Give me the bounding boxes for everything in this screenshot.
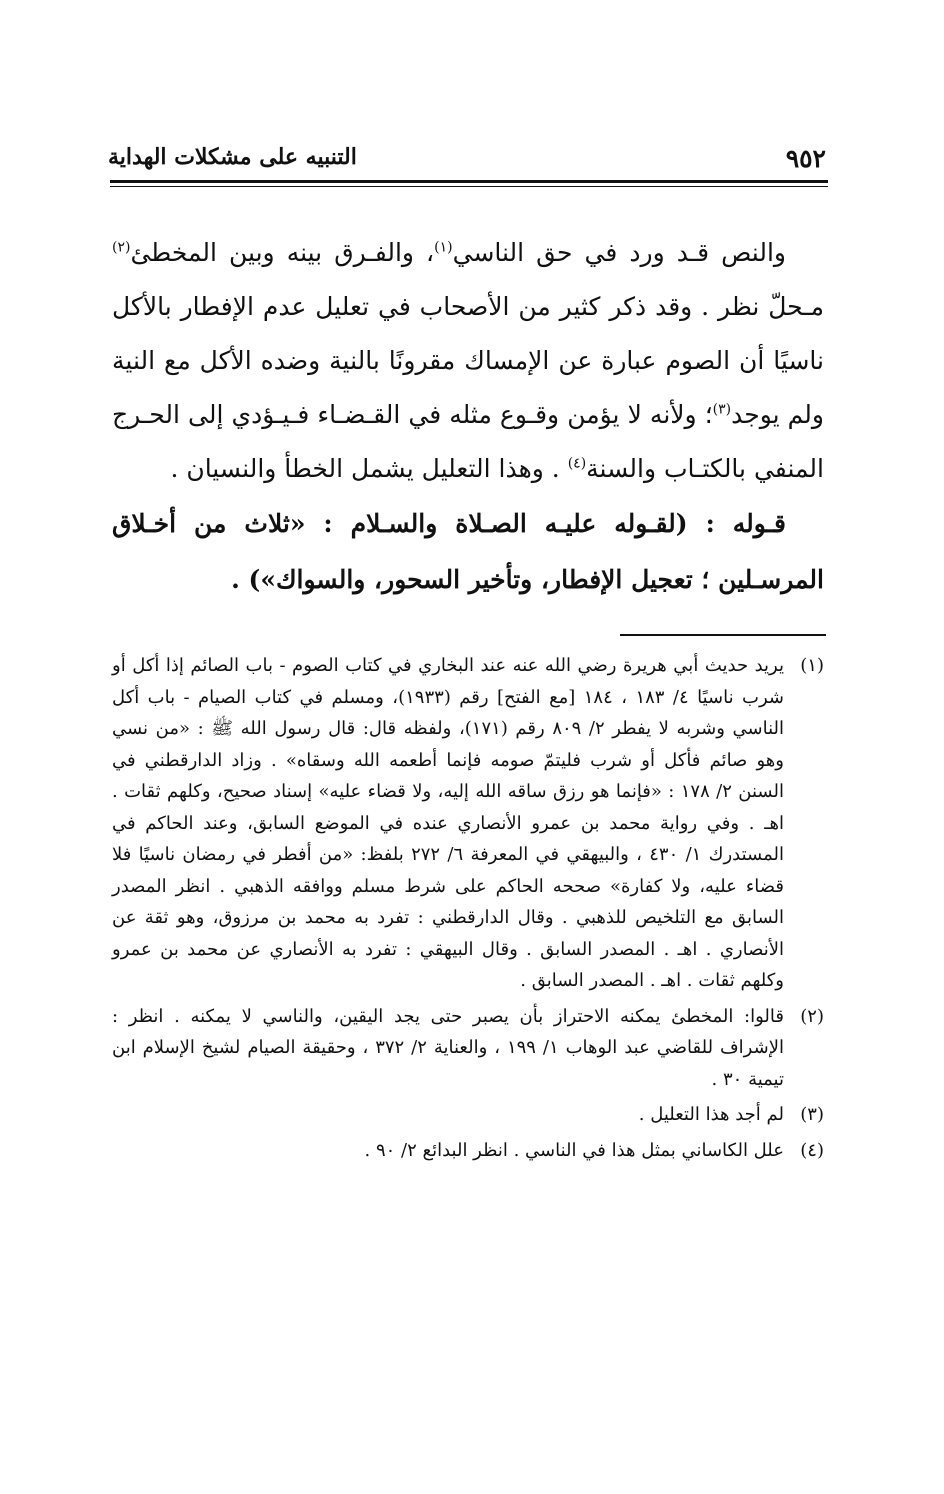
- quote-text: قـوله : (لقـوله عليـه الصـلاة والسـلام : «ثلاث من أخـلاق المرسـلين ؛ تعجيل الإفطار، وتأخير السحور، والسواك») .: [112, 509, 824, 594]
- footnote-ref-4[interactable]: (٤): [567, 455, 587, 472]
- footnote-3: [112, 1099, 824, 1131]
- main-text-part2: ، والفـرق بينه وبين المخطئ: [130, 238, 435, 267]
- main-text-part4: ؛ ولأنه لا يؤمن وقـوع مثله في القـضـاء فـيـؤدي إلى الحـرج المنفي بالكتـاب والسنة: [112, 400, 824, 483]
- footnote-number: (٣): [800, 1104, 824, 1125]
- header-rule-thin: [110, 186, 828, 187]
- footnote-separator: [620, 634, 826, 636]
- footnote-ref-3[interactable]: (٣): [712, 401, 732, 418]
- footnote-text: لم أجد هذا التعليل .: [638, 1104, 784, 1125]
- footnote-1: [112, 650, 824, 997]
- main-paragraph: [112, 226, 824, 496]
- main-text-part3: مـحلّ نظر . وقد ذكر كثير من الأصحاب في تعليل عدم الإفطار بالأكل ناسيًا أن الصوم عبارة عن الإمساك مقرونًا بالنية وضده الأكل مع النية ولم يوجد: [112, 292, 824, 429]
- footnote-number: (٢): [800, 1005, 824, 1027]
- footnote-text: قالوا: المخطئ يمكنه الاحتراز بأن يصبر حتى يجد اليقين، والناسي لا يمكنه . انظر : الإشراف للقاضي عبد الوهاب ١/ ١٩٩ ، والعناية ٢/ ٣٧٢ ، وحقيقة الصيام لشيخ الإسلام ابن تيمية ٣٠ .: [112, 1005, 784, 1090]
- footnote-text: يريد حديث أبي هريرة رضي الله عنه عند البخاري في كتاب الصوم - باب الصائم إذا أكل أو شرب ناسيًا ٤/ ١٨٣ ، ١٨٤ [مع الفتح] رقم (١٩٣٣)، ومسلم في كتاب الصيام - باب أكل الناسي وشربه لا يفطر ٢/ ٨٠٩ رقم (١٧١)، ولفظه قال: قال رسول الله ﷺ : «من نسي وهو صائم فأكل أو شرب فليتمّ صومه فإنما أطعمه الله وسقاه» . وزاد الدارقطني في السنن ٢/ ١٧٨ : «فإنما هو رزق ساقه الله إليه، ولا قضاء عليه» إسناد صحيح، وكلهم ثقات . اهـ . وفي رواية محمد بن عمرو الأنصاري عنده في الموضع السابق، وعند الحاكم في المستدرك ١/ ٤٣٠ ، والبيهقي في المعرفة ٦/ ٢٧٢ بلفظ: «من أفطر في رمضان ناسيًا فلا قضاء عليه، ولا كفارة» صححه الحاكم على شرط مسلم ووافقه الذهبي . انظر المصدر السابق مع التلخيص للذهبي . وقال الدارقطني : تفرد به محمد بن مرزوق، وهو ثقة عن الأنصاري . اهـ . المصدر السابق . وقال البيهقي : تفرد به الأنصاري عن محمد بن عمرو وكلهم ثقات . اهـ . المصدر السابق .: [112, 655, 784, 991]
- main-text-part1: والنص قـد ورد في حق الناسي: [452, 238, 786, 267]
- footnote-number: (٤): [800, 1139, 824, 1161]
- footnotes: [112, 650, 824, 1170]
- footnote-2: [112, 1001, 824, 1096]
- page-number: ٩٥٢: [785, 144, 826, 173]
- footnote-ref-2[interactable]: (٢): [112, 239, 131, 256]
- footnote-number: (١): [800, 655, 824, 676]
- quoted-statement: [112, 496, 824, 608]
- footnote-text: علل الكاساني بمثل هذا في الناسي . انظر البدائع ٢/ ٩٠ .: [364, 1139, 784, 1161]
- page-header: [108, 140, 826, 180]
- footnote-ref-1[interactable]: (١): [434, 239, 453, 256]
- header-rule-thick: [110, 180, 828, 183]
- footnote-4: [112, 1135, 824, 1167]
- running-title: التنبيه على مشكلات الهداية: [108, 144, 357, 170]
- main-text-part5: . وهذا التعليل يشمل الخطأ والنسيان .: [170, 454, 568, 483]
